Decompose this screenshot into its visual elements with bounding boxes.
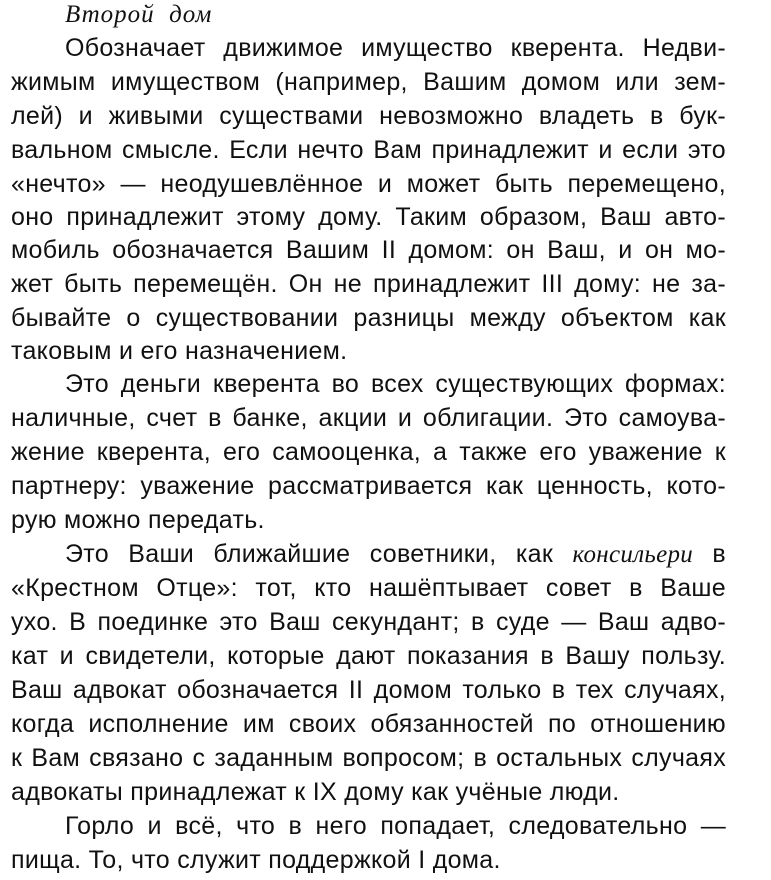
paragraph-3-line-1-end: в (712, 540, 727, 568)
paragraph-1-line-4: вальном смысле. Если нечто Вам принадлежит и если это (11, 136, 726, 164)
paragraph-2-line-2: наличные, счет в банке, акции и облигации. Это самоува- (11, 404, 726, 432)
paragraph-2-line-1: Это деньги кверента во всех существующих формах: (65, 370, 726, 398)
paragraph-1-line-2: жимым имуществом (например, Вашим домом или зем- (11, 68, 726, 96)
paragraph-1-line-9: бывайте о существовании разницы между объектом как (11, 304, 726, 332)
consigliere-term: консильери (572, 541, 694, 568)
paragraph-1-line-5: «нечто» — неодушевлённое и может быть перемещено, (11, 170, 726, 198)
paragraph-1-line-7: мобиль обозначается Вашим II домом: он Ваш, и он мо- (11, 236, 726, 264)
paragraph-1-line-3: лей) и живыми существами невозможно владеть в бук- (11, 102, 726, 130)
paragraph-3-line-5: Ваш адвокат обозначается II домом только в тех случаях, (11, 676, 726, 704)
paragraph-3-line-7: к Вам связано с заданным вопросом; в остальных случаях (11, 744, 726, 772)
section-title: Второй дом (65, 1, 213, 28)
paragraph-1-line-8: жет быть перемещён. Он не принадлежит III дому: не за- (11, 270, 726, 298)
paragraph-3-line-2: «Крестном Отце»: тот, кто нашёптывает совет в Ваше (11, 574, 726, 602)
paragraph-2-line-3: жение кверента, его самооценка, а также его уважение к (11, 438, 726, 466)
paragraph-1-line-10: таковым и его назначением. (11, 337, 348, 365)
paragraph-2-line-4: партнеру: уважение рассматривается как ценность, кото- (11, 472, 726, 500)
paragraph-3-line-1 (65, 537, 726, 571)
paragraph-3-line-6: когда исполнение им своих обязанностей по отношению (11, 710, 726, 738)
paragraph-2-line-5: рую можно передать. (11, 506, 265, 534)
paragraph-3-line-1-start: Это Ваши ближайшие советники, как (65, 540, 554, 568)
paragraph-1-line-6: оно принадлежит этому дому. Таким образом, Ваш авто- (11, 203, 726, 231)
paragraph-3-line-8: адвокаты принадлежат к IX дому как учёные люди. (11, 778, 620, 806)
paragraph-3-line-3: ухо. В поединке это Ваш секундант; в суде — Ваш адво- (11, 608, 726, 636)
paragraph-4-line-1: Горло и всё, что в него попадает, следовательно — (65, 812, 726, 840)
paragraph-4-line-2: пища. То, что служит поддержкой I дома. (11, 846, 501, 874)
paragraph-1-line-1: Обозначает движимое имущество кверента. Недви- (65, 34, 726, 62)
paragraph-3-line-4: кат и свидетели, которые дают показания в Вашу пользу. (11, 642, 726, 670)
